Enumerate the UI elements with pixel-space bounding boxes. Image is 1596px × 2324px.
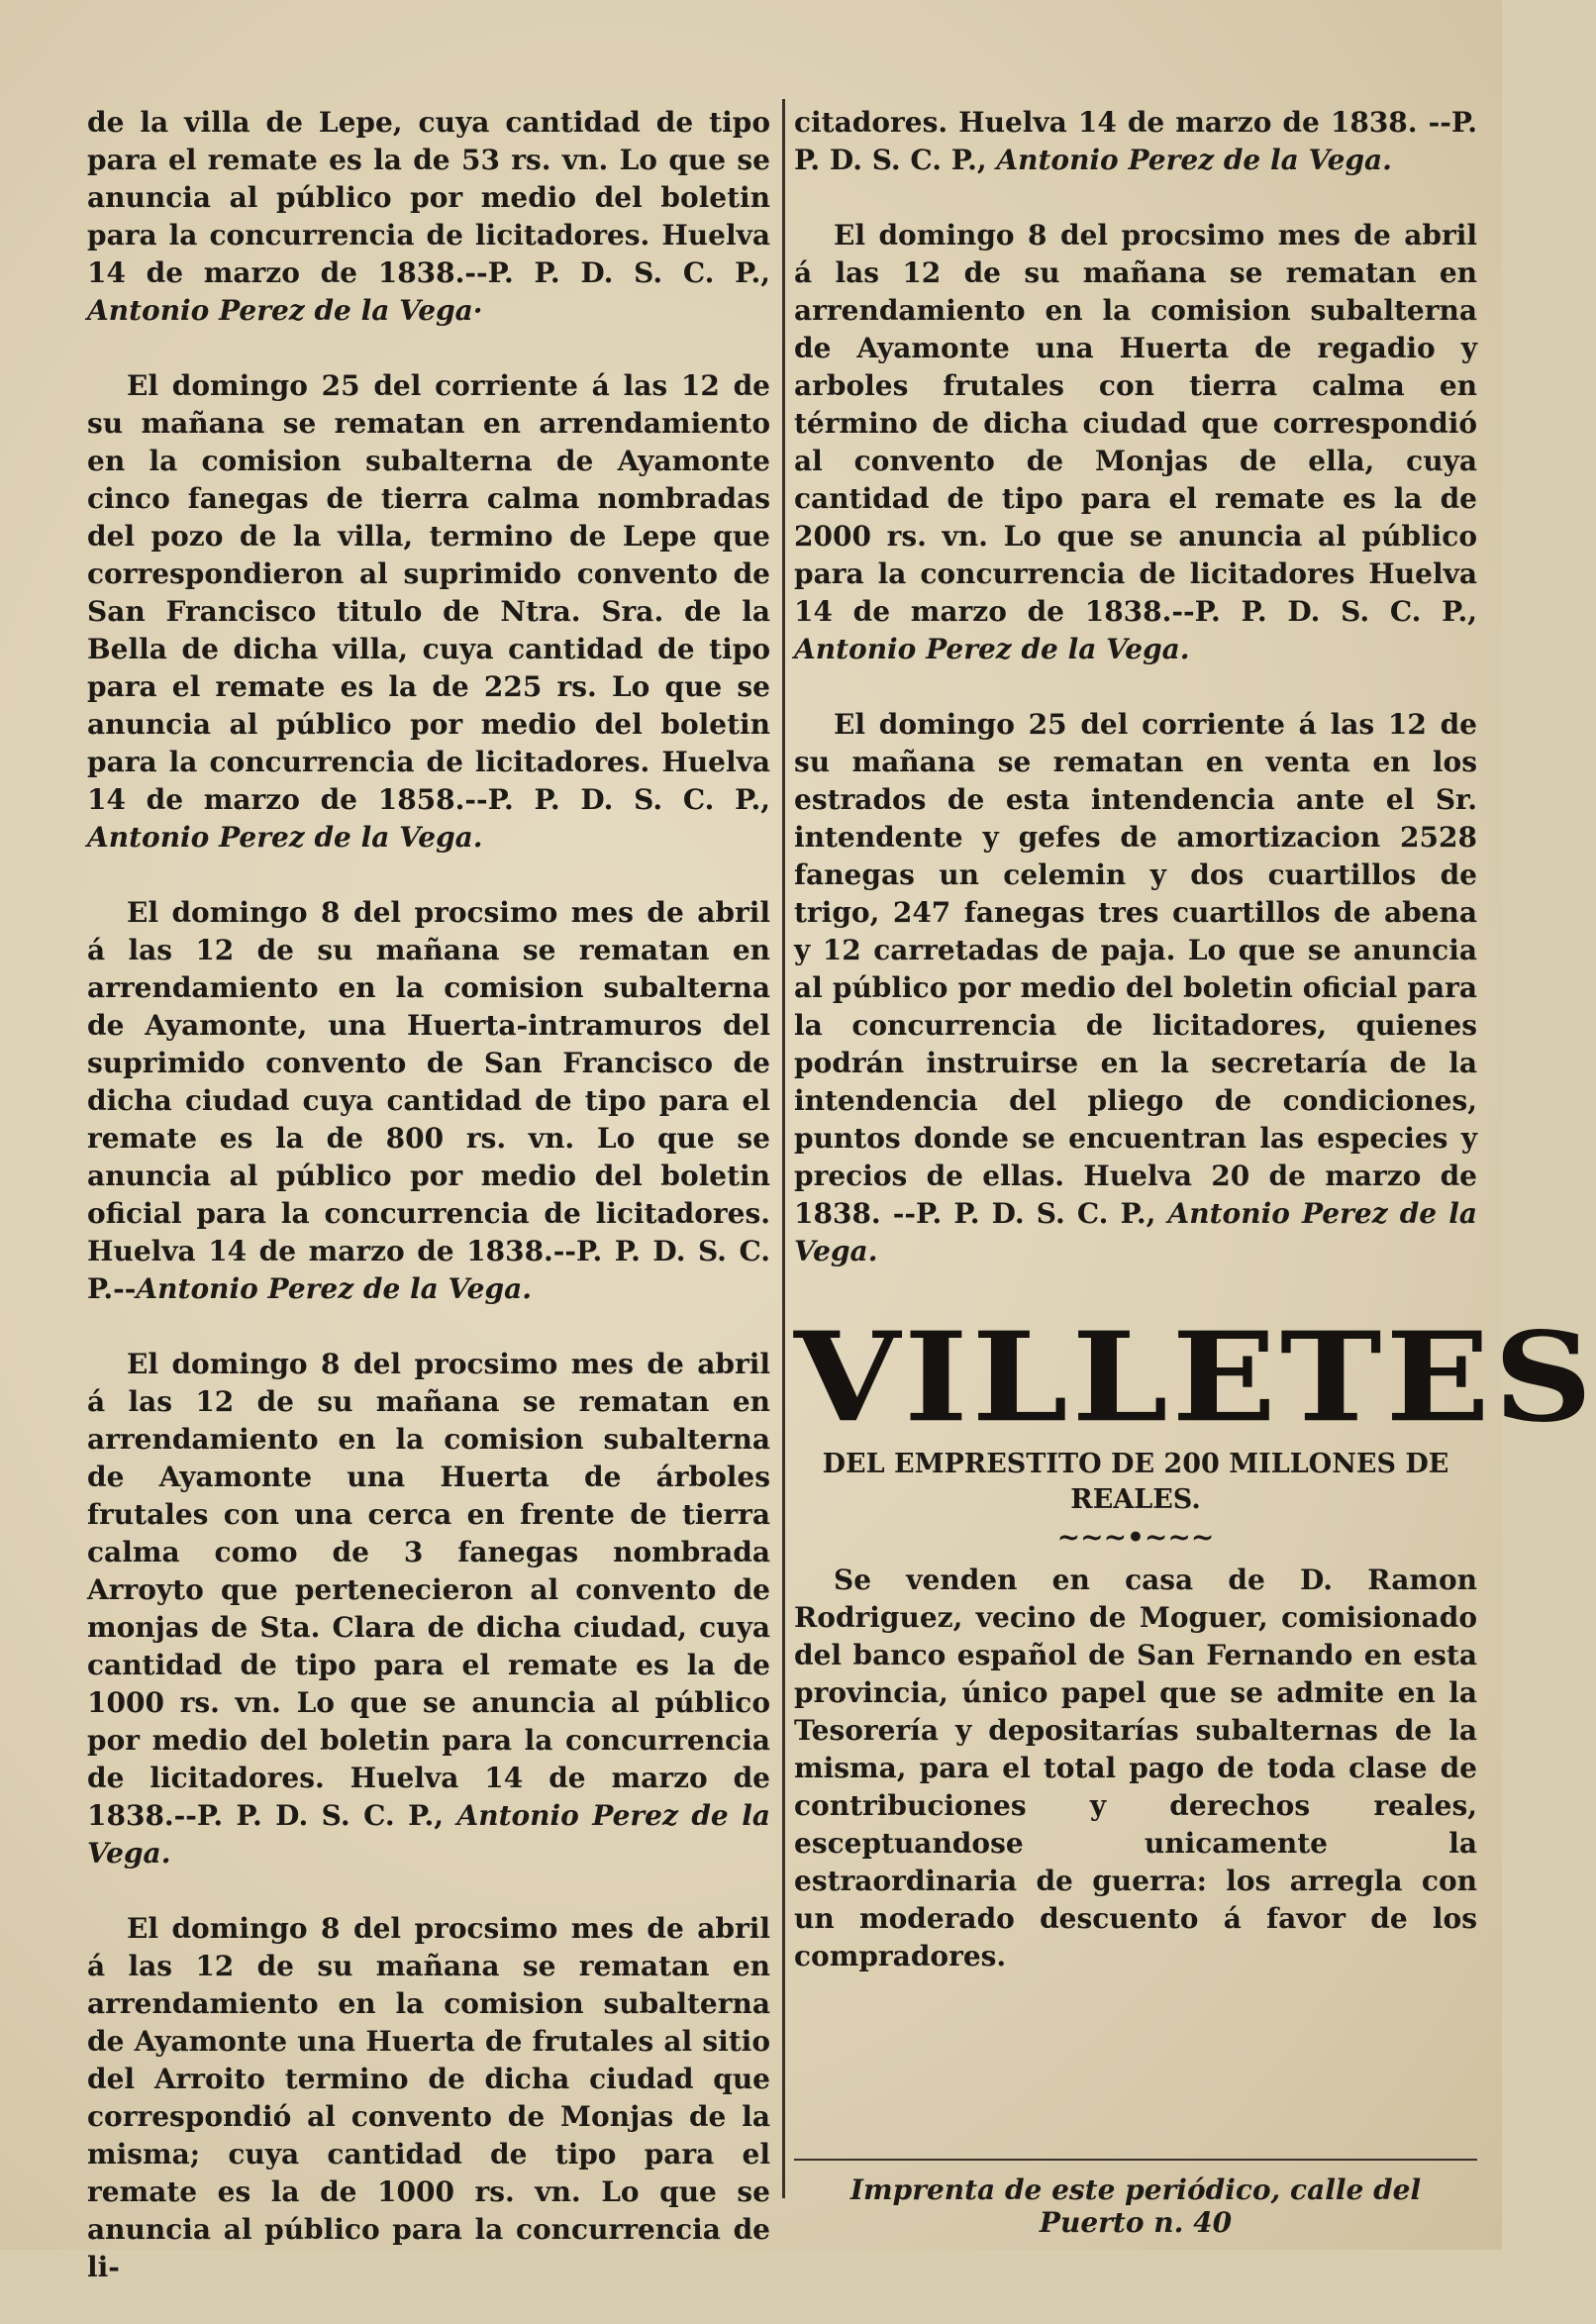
signature: Antonio Perez de la Vega. (87, 1799, 770, 1869)
signature: Antonio Perez de la Vega. (996, 144, 1392, 176)
villetes-subheading: DEL EMPRESTITO DE 200 MILLONES DE REALES. (822, 1449, 1449, 1515)
villetes-heading: VILLETES (794, 1304, 1596, 1450)
signature: Antonio Perez de la Vega. (794, 633, 1190, 665)
notice-huerta-arroito: El domingo 8 del procsimo mes de abril á las 12 de su mañana se rematan en arrendamiento en la comision subalterna de Ayamonte una Huerta de frutales al sitio del Arroito termino de dicha ciudad que correspondió al convento de Monjas de la misma; cuya cantidad de tipo para el remate es la de 1000 rs. vn. Lo que se anuncia al público para la concurrencia de li- (87, 1912, 770, 2283)
footer-rule (794, 2159, 1477, 2161)
signature: Antonio Perez de la Vega· (87, 294, 483, 327)
signature: Antonio Perez de la Vega. (87, 821, 483, 854)
imprint-footer: Imprenta de este periódico, calle del Puerto n. 40 (849, 2173, 1422, 2239)
right-column (794, 104, 1596, 2013)
left-column (87, 104, 770, 2324)
signature: Antonio Perez de la Vega. (794, 1197, 1477, 1267)
column-divider (782, 99, 785, 2198)
signature: Antonio Perez de la Vega. (136, 1272, 532, 1305)
notice-continued: citadores. Huelva 14 de marzo de 1838. --P. P. D. S. C. P., Antonio Perez de la Vega. (794, 106, 1477, 176)
notice-huerta-intramuros: El domingo 8 del procsimo mes de abril á las 12 de su mañana se rematan en arrendamiento en la comision subalterna de Ayamonte, una Huerta-intramuros del suprimido convento de San Francisco de dicha ciudad cuya cantidad de tipo para el remate es la de 800 rs. vn. Lo que se anuncia al público por medio del boletin oficial para la concurrencia de licitadores. Huelva 14 de marzo de 1838.--P. P. D. S. C. P.--Antonio Perez de la Vega. (87, 896, 770, 1305)
notice-pozo-villa: El domingo 25 del corriente á las 12 de su mañana se rematan en arrendamiento en la comision subalterna de Ayamonte cinco fanegas de tierra calma nombradas del pozo de la villa, termino de Lepe que correspondieron al suprimido convento de San Francisco titulo de Ntra. Sra. de la Bella de dicha villa, cuya cantidad de tipo para el remate es la de 225 rs. Lo que se anuncia al público por medio del boletin para la concurrencia de licitadores. Huelva 14 de marzo de 1858.--P. P. D. S. C. P., Antonio Perez de la Vega. (87, 369, 770, 854)
notice-lepe-continued: de la villa de Lepe, cuya cantidad de tipo para el remate es la de 53 rs. vn. Lo que se anuncia al público por medio del boletin para la concurrencia de licitadores. Huelva 14 de marzo de 1838.--P. P. D. S. C. P., Antonio Perez de la Vega· (87, 106, 770, 327)
notice-villetes-sale: Se venden en casa de D. Ramon Rodriguez, vecino de Moguer, comisionado del banco español de San Fernando en esta provincia, único papel que se admite en la Tesorería y depositarías subalternas de la misma, para el total pago de toda clase de contribuciones y derechos reales, esceptuandose unicamente la estraordinaria de guerra: los arregla con un moderado descuento á favor de los compradores. (794, 1564, 1477, 1972)
notice-venta-trigo: El domingo 25 del corriente á las 12 de su mañana se rematan en venta en los estrados de esta intendencia ante el Sr. intendente y gefes de amortizacion 2528 fanegas un celemin y dos cuartillos de trigo, 247 fanegas tres cuartillos de abena y 12 carretadas de paja. Lo que se anuncia al público por medio del boletin oficial para la concurrencia de licitadores, quienes podrán instruirse en la secretaría de la intendencia del pliego de condiciones, puntos donde se encuentran las especies y precios de ellas. Huelva 20 de marzo de 1838. --P. P. D. S. C. P., Antonio Perez de la Vega. (794, 708, 1477, 1267)
notice-huerta-regadio: El domingo 8 del procsimo mes de abril á las 12 de su mañana se rematan en arrendamiento en la comision subalterna de Ayamonte una Huerta de regadio y arboles frutales con tierra calma en término de dicha ciudad que correspondió al convento de Monjas de ella, cuya cantidad de tipo para el remate es la de 2000 rs. vn. Lo que se anuncia al público para la concurrencia de licitadores Huelva 14 de marzo de 1838.--P. P. D. S. C. P., Antonio Perez de la Vega. (794, 219, 1477, 665)
ornament-divider: ~~~•~~~ (1056, 1521, 1215, 1554)
notice-huerta-arroyto: El domingo 8 del procsimo mes de abril á las 12 de su mañana se rematan en arrendamiento en la comision subalterna de Ayamonte una Huerta de árboles frutales con una cerca en frente de tierra calma como de 3 fanegas nombrada Arroyto que pertenecieron al convento de monjas de Sta. Clara de dicha ciudad, cuya cantidad de tipo para el remate es la de 1000 rs. vn. Lo que se anuncia al público por medio del boletin para la concurrencia de licitadores. Huelva 14 de marzo de 1838.--P. P. D. S. C. P., Antonio Perez de la Vega. (87, 1348, 770, 1869)
